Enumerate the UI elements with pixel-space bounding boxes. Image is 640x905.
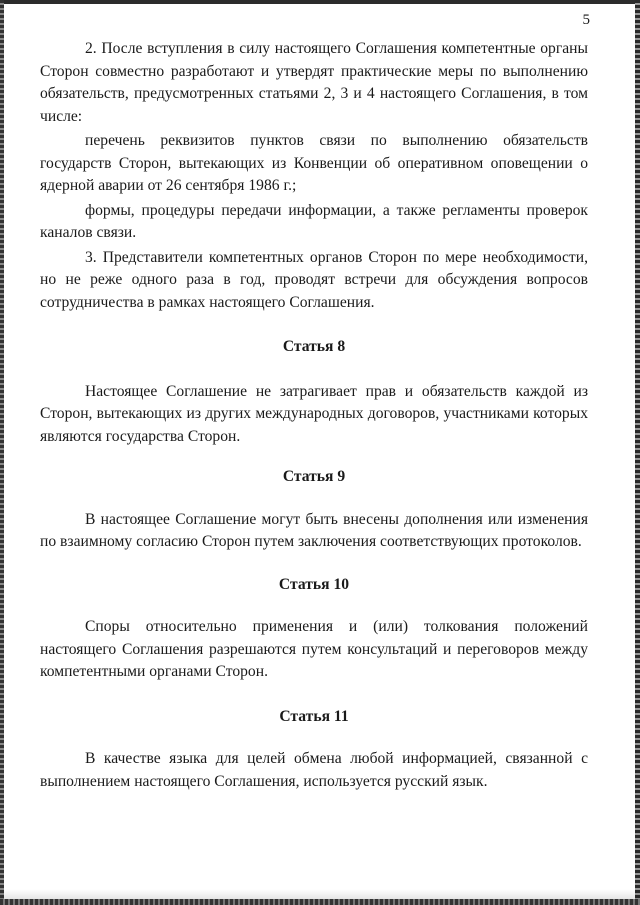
page-number: 5 bbox=[582, 12, 590, 28]
scan-edge-top bbox=[0, 0, 640, 4]
document-body bbox=[40, 38, 588, 793]
paragraph-2: 2. После вступления в силу настоящего Соглашения компетентные органы Сторон совместно разработают и утвердят практические меры по выполнению обязательств, предусмотренных статьями 2, 3 и 4 настоящего Соглашения, в том числе: bbox=[40, 40, 588, 125]
paragraph-list-item-1: перечень реквизитов пунктов связи по выполнению обязательств государств Сторон, вытекающих из Конвенции об оперативном оповещении о ядерной аварии от 26 сентября 1986 г.; bbox=[40, 132, 588, 194]
paragraph-list-item-2: формы, процедуры передачи информации, а также регламенты проверок каналов связи. bbox=[40, 201, 588, 241]
article-9-text: В настоящее Соглашение могут быть внесены дополнения или изменения по взаимному согласию Сторон путем заключения соответствующих протоколов. bbox=[40, 510, 588, 550]
scan-edge-right bbox=[635, 0, 640, 905]
article-8-text: Настоящее Соглашение не затрагивает прав и обязательств каждой из Сторон, вытекающих из других международных договоров, участниками которых являются государства Сторон. bbox=[40, 382, 588, 445]
article-heading-8: Статья 8 bbox=[282, 338, 346, 355]
article-heading-10: Статья 10 bbox=[278, 575, 350, 593]
scan-edge-left bbox=[0, 0, 4, 905]
scan-edge-bottom bbox=[0, 899, 640, 905]
article-heading-9: Статья 9 bbox=[282, 468, 346, 485]
article-heading-11: Статья 11 bbox=[279, 707, 349, 725]
paragraph-3: 3. Представители компетентных органов Сторон по мере необходимости, но не реже одного раза в год, проводят встречи для обсуждения вопросов сотрудничества в рамках настоящего Соглашения. bbox=[40, 248, 588, 311]
scan-shadow-bottom bbox=[0, 889, 640, 899]
article-10-text: Споры относительно применения и (или) толкования положений настоящего Соглашения разрешаются путем консультаций и переговоров между компетентными органами Сторон. bbox=[40, 618, 588, 680]
article-11-text: В качестве языка для целей обмена любой информацией, связанной с выполнением настоящего Соглашения, используется русский язык. bbox=[40, 750, 588, 790]
